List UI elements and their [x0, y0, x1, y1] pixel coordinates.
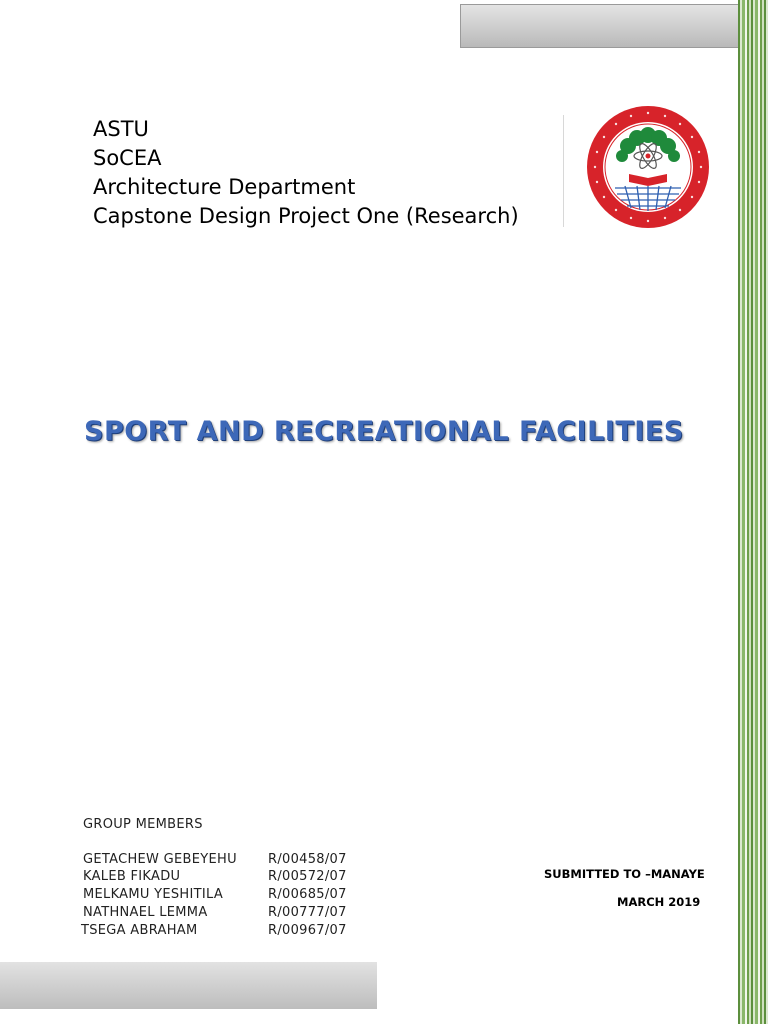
member-id: R/00967/07 — [268, 923, 347, 938]
member-name: KALEB FIKADU — [83, 869, 181, 884]
member-name: GETACHEW GEBEYEHU — [83, 852, 237, 867]
member-name: TSEGA ABRAHAM — [81, 923, 198, 938]
group-members-heading: GROUP MEMBERS — [83, 817, 203, 832]
submitted-to: SUBMITTED TO –MANAYE — [544, 867, 705, 881]
member-name: NATHNAEL LEMMA — [83, 905, 208, 920]
member-id: R/00572/07 — [268, 869, 347, 884]
bottom-decor-bar — [0, 962, 377, 1009]
top-decor-bar — [460, 4, 743, 48]
document-title: SPORT AND RECREATIONAL FACILITIES — [84, 416, 684, 447]
header-divider — [563, 115, 564, 227]
university-seal-icon — [585, 104, 711, 230]
member-id: R/00458/07 — [268, 852, 347, 867]
university-name: ASTU — [93, 117, 149, 141]
school-name: SoCEA — [93, 146, 162, 170]
member-name: MELKAMU YESHITILA — [83, 887, 224, 902]
member-row — [81, 923, 347, 941]
member-id: R/00685/07 — [268, 887, 347, 902]
header-block — [93, 115, 519, 231]
page-border-stripes — [738, 0, 768, 1024]
submission-date: MARCH 2019 — [617, 895, 701, 909]
department-name: Architecture Department — [93, 175, 356, 199]
member-id: R/00777/07 — [268, 905, 347, 920]
member-row — [83, 887, 347, 905]
member-row — [83, 905, 347, 923]
member-row — [83, 852, 347, 870]
course-name: Capstone Design Project One (Research) — [93, 204, 519, 228]
member-row — [83, 869, 347, 887]
